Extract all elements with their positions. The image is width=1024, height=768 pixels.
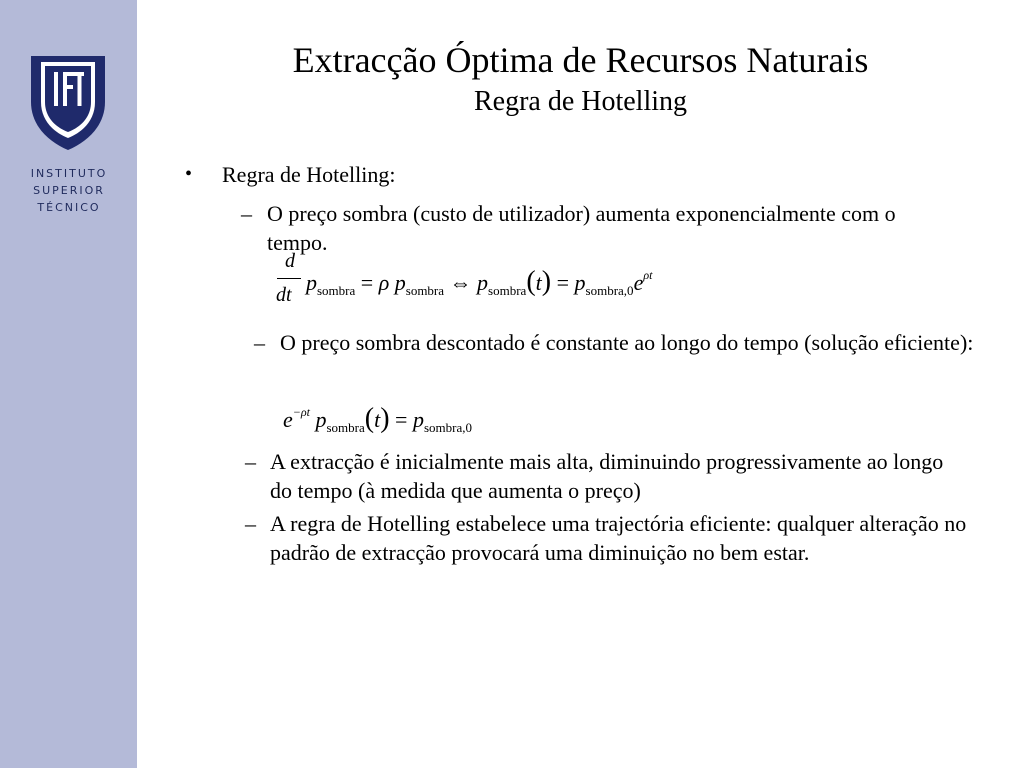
item-4: A regra de Hotelling estabelece uma trajectória eficiente: qualquer alteração no padrão de extracção provocará uma diminuição no bem estar. bbox=[270, 511, 967, 565]
eq2-p1: p bbox=[315, 407, 327, 432]
ist-logo bbox=[29, 54, 107, 152]
eq1-sub1: sombra bbox=[317, 283, 356, 298]
eq2-p2: p bbox=[412, 407, 424, 432]
eq1-p4: p bbox=[574, 270, 586, 295]
eq1-eq1: = bbox=[360, 270, 374, 295]
eq2-t: t bbox=[374, 407, 381, 432]
logo-text bbox=[26, 165, 112, 216]
eq1-p2: p bbox=[394, 270, 406, 295]
logo-line-1: INSTITUTO bbox=[30, 167, 108, 180]
bullet-marker: • bbox=[185, 163, 193, 185]
equation-2 bbox=[283, 403, 472, 435]
eq1-sub3: sombra bbox=[488, 283, 527, 298]
dash-marker: – bbox=[241, 201, 252, 226]
main-bullet: Regra de Hotelling: bbox=[222, 162, 396, 187]
item-1: O preço sombra (custo de utilizador) aumenta exponencialmente com o tempo. bbox=[267, 201, 896, 255]
shield-icon bbox=[29, 54, 107, 152]
eq1-rho: ρ bbox=[378, 270, 390, 295]
deriv-numerator: d bbox=[285, 250, 295, 272]
eq2-eq: = bbox=[395, 407, 408, 432]
sidebar bbox=[0, 0, 137, 768]
eq2-e: e bbox=[283, 407, 293, 432]
equation-1-body bbox=[306, 266, 652, 298]
eq1-lparen: ( bbox=[526, 266, 536, 297]
eq1-p3: p bbox=[477, 270, 489, 295]
deriv-denominator: dt bbox=[276, 284, 292, 306]
eq2-rparen: ) bbox=[380, 403, 390, 434]
eq1-rparen: ) bbox=[541, 266, 552, 297]
eq1-p1: p bbox=[306, 270, 317, 295]
eq2-sub1: sombra bbox=[326, 420, 365, 435]
eq2-exp: −ρt bbox=[292, 405, 310, 419]
eq1-exp: ρt bbox=[643, 268, 653, 282]
eq1-sub2: sombra bbox=[405, 283, 445, 298]
logo-line-3: TÉCNICO bbox=[37, 201, 101, 214]
item-3: A extracção é inicialmente mais alta, diminuindo progressivamente ao longo do tempo (à medida que aumenta o preço) bbox=[270, 449, 944, 503]
eq1-sub4: sombra,0 bbox=[585, 283, 634, 298]
eq2-lparen: ( bbox=[364, 403, 375, 434]
dash-marker: – bbox=[254, 330, 265, 355]
eq1-e: e bbox=[633, 270, 644, 295]
eq1-eq2: = bbox=[556, 270, 570, 295]
slide-subtitle: Regra de Hotelling bbox=[473, 86, 688, 117]
eq2-sub2: sombra,0 bbox=[423, 420, 472, 435]
dash-marker: – bbox=[245, 449, 256, 474]
dash-marker: – bbox=[245, 511, 256, 536]
slide-title: Extracção Óptima de Recursos Naturais bbox=[292, 40, 869, 80]
fraction-bar bbox=[277, 278, 301, 279]
eq1-t: t bbox=[535, 270, 542, 295]
logo-line-2: SUPERIOR bbox=[33, 184, 105, 197]
item-2: O preço sombra descontado é constante ao longo do tempo (solução eficiente): bbox=[280, 330, 974, 355]
eq1-iff: ⇔ bbox=[449, 270, 472, 295]
